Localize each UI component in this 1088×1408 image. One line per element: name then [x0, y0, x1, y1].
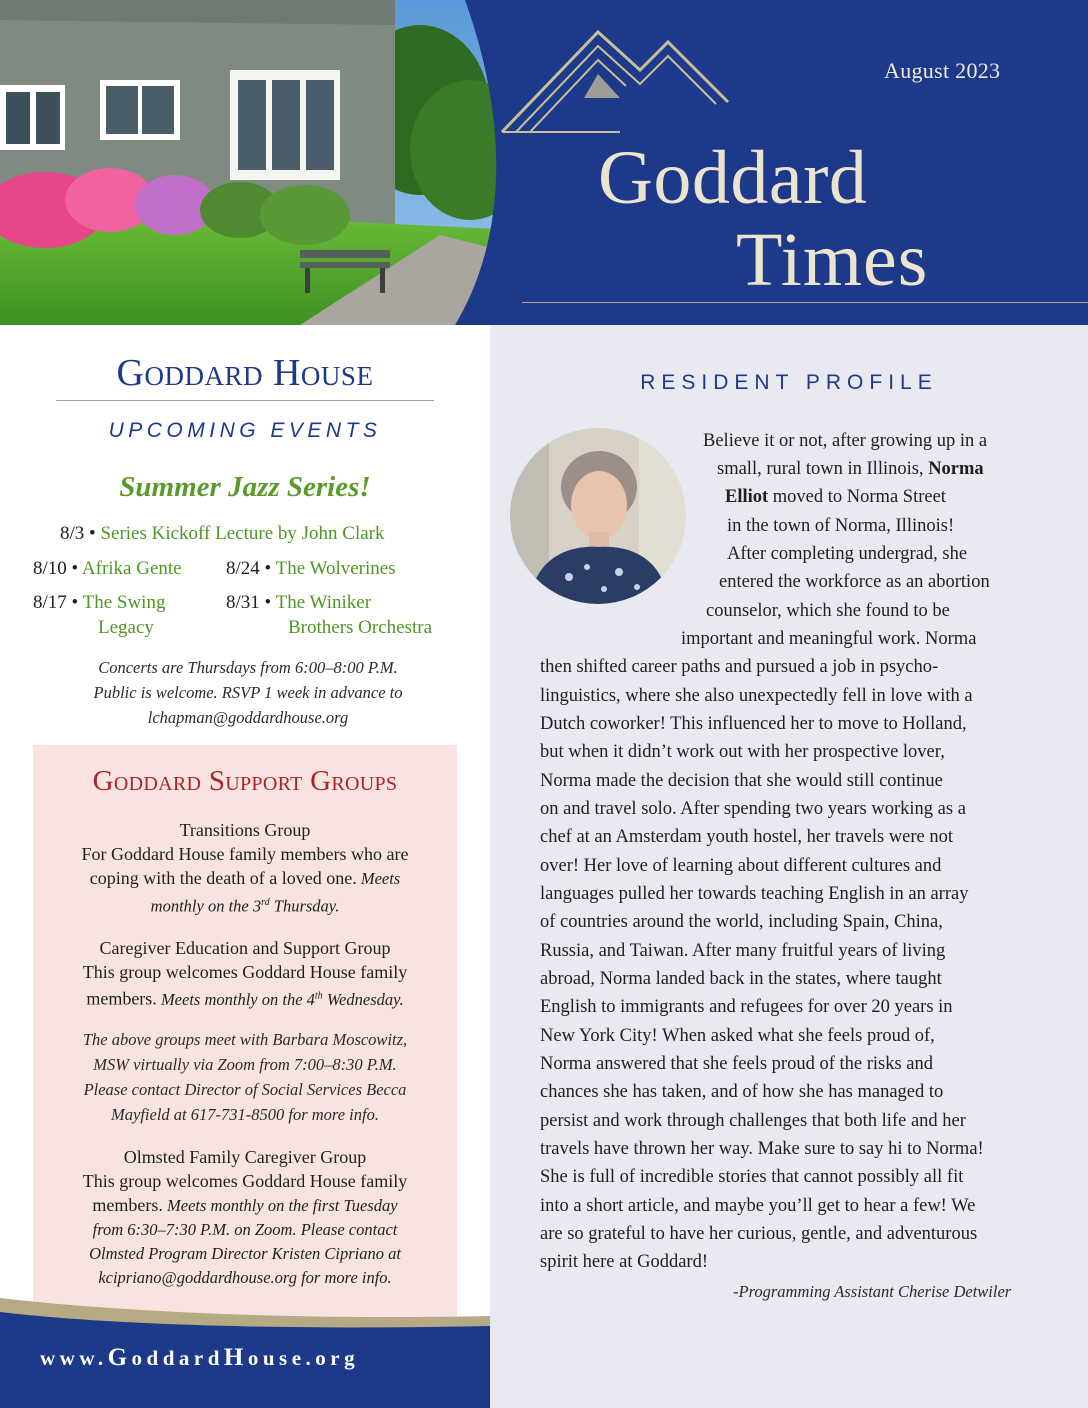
event-item: 8/3 • Series Kickoff Lecture by John Clark: [60, 523, 385, 544]
profile-text-line: are so grateful to have her curious, gentle, and adventurous: [540, 1224, 978, 1244]
profile-text-line: in the town of Norma, Illinois!: [727, 516, 955, 536]
profile-text-line: spirit here at Goddard!: [540, 1252, 708, 1272]
masthead-header: [0, 0, 1088, 325]
resident-portrait-photo: [509, 427, 687, 605]
article-signature: -Programming Assistant Cherise Detwiler: [733, 1282, 1012, 1301]
website-link[interactable]: www.GoddardHouse.org: [40, 1344, 360, 1371]
support-groups-heading: Goddard Support Groups: [92, 765, 398, 797]
profile-text-line: persist and work through challenges that both life and her: [540, 1111, 966, 1131]
profile-text-line: over! Her love of learning about different cultures and: [540, 856, 942, 876]
profile-text-line: Russia, and Taiwan. After many fruitful years of living: [540, 941, 946, 961]
profile-text-line: chef at an Amsterdam youth hostel, her travels were not: [540, 827, 954, 847]
masthead-title-goddard: Goddard: [598, 136, 868, 220]
profile-text-line: of countries around the world, including Spain, China,: [540, 912, 943, 932]
profile-text-line: linguistics, where she also unexpectedly fell in love with a: [540, 686, 973, 706]
profile-text-line: Believe it or not, after growing up in a: [703, 431, 988, 451]
transitions-group: Transitions Group For Goddard House family members who are coping with the death of a loved one. Meets monthly on the 3rd Thursday.: [81, 820, 409, 916]
profile-text-line: travels have thrown her way. Make sure to say hi to Norma!: [540, 1139, 984, 1159]
building-garden-photo: [0, 0, 520, 325]
profile-text-line: on and travel solo. After spending two years working as a: [540, 799, 966, 819]
profile-text-line: Elliot moved to Norma Street: [725, 487, 946, 507]
heading-divider: [56, 400, 434, 401]
profile-text-line: Norma made the decision that she would still continue: [540, 771, 943, 791]
profile-text-line: She is full of incredible stories that cannot possibly all fit: [540, 1167, 964, 1187]
profile-text-line: abroad, Norma landed back in the states, where taught: [540, 969, 942, 989]
profile-text-line: English to immigrants and refugees for over 20 years in: [540, 997, 953, 1017]
event-item-continued: Legacy: [98, 617, 154, 638]
olmsted-email-link[interactable]: kcipriano@goddardhouse.org for more info.: [98, 1268, 392, 1287]
house-roof-logo-icon: [500, 18, 730, 138]
caregiver-group: Caregiver Education and Support Group This group welcomes Goddard House family members. Meets monthly on the 4th Wednesday.: [82, 938, 408, 1009]
masthead-rule: [522, 302, 1088, 303]
profile-text-line: After completing undergrad, she: [727, 544, 968, 564]
profile-text-line: Dutch coworker! This influenced her to move to Holland,: [540, 714, 967, 734]
resident-profile-heading: RESIDENT PROFILE: [640, 371, 938, 394]
profile-text-line: important and meaningful work. Norma: [681, 629, 977, 649]
groups-zoom-note: The above groups meet with Barbara Moscowitz, MSW virtually via Zoom from 7:00–8:30 P.M. Please contact Director of Social Services Becca Mayfield at 617-731-8500 for more info.: [82, 1030, 408, 1124]
concert-note: Concerts are Thursdays from 6:00–8:00 P.M. Public is welcome. RSVP 1 week in advance to lchapman@goddardhouse.org: [40, 655, 456, 730]
profile-text-line: small, rural town in Illinois, Norma: [717, 459, 984, 479]
profile-text-line: New York City! When asked what she feels proud of,: [540, 1026, 935, 1046]
profile-text-line: counselor, which she found to be: [706, 601, 950, 621]
event-item: 8/24 • The Wolverines: [226, 558, 396, 579]
event-item: 8/10 • Afrika Gente: [33, 558, 182, 579]
profile-text-line: chances she has taken, and of how she has managed to: [540, 1082, 944, 1102]
goddard-house-heading: Goddard House: [116, 352, 374, 394]
profile-text-line: then shifted career paths and pursued a job in psycho-: [540, 657, 939, 677]
rsvp-email-link[interactable]: lchapman@goddardhouse.org: [147, 708, 349, 727]
olmsted-group: Olmsted Family Caregiver Group This group welcomes Goddard House family members. Meets monthly on the first Tuesday from 6:30–7:30 P.M. on Zoom. Please contact Olmsted Program Director Kristen Cipriano at kcipriano@goddardhouse.org for more info.: [43, 1145, 447, 1290]
profile-text-line: Norma answered that she feels proud of the risks and: [540, 1054, 934, 1074]
profile-text-line: into a short article, and maybe you’ll get to hear a few! We: [540, 1196, 976, 1216]
event-item: 8/17 • The Swing: [33, 592, 166, 613]
profile-text-line: languages pulled her towards teaching English in an array: [540, 884, 969, 904]
profile-text-line: but when it didn’t work out with her prospective lover,: [540, 742, 945, 762]
upcoming-events-heading: UPCOMING EVENTS: [108, 419, 382, 442]
event-item-continued: Brothers Orchestra: [288, 617, 433, 638]
profile-text-line: entered the workforce as an abortion: [719, 572, 990, 592]
jazz-series-heading: Summer Jazz Series!: [119, 471, 371, 503]
issue-date: August 2023: [884, 58, 1001, 83]
event-item: 8/31 • The Winiker: [226, 592, 372, 613]
masthead-title-times: Times: [736, 218, 929, 302]
support-groups-box: [33, 745, 457, 1323]
